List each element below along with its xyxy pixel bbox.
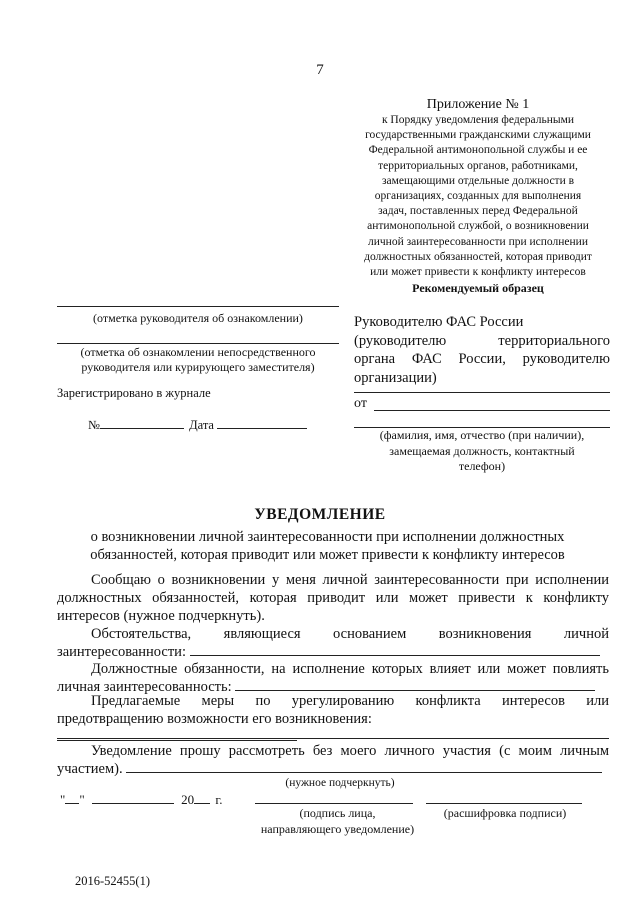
addressee-line: Руководителю ФАС России [354, 314, 524, 330]
document-code: 2016-52455(1) [75, 874, 150, 888]
appendix-line: к Порядку уведомления федеральными [381, 114, 575, 126]
paragraph-line: Сообщаю о возникновении у меня личной заинтересованности при исполнении [91, 572, 609, 588]
paragraph-line: участием). [57, 761, 123, 777]
notice-subtitle-line: о возникновении личной заинтересованности при исполнении должностных [90, 529, 565, 545]
appendix-line: организациях, созданных для выполнения [374, 190, 582, 203]
month-field[interactable] [92, 791, 174, 804]
year-field[interactable] [194, 791, 210, 804]
signature-date [60, 791, 223, 808]
decode-note: (расшифровка подписи) [443, 806, 567, 820]
decode-line[interactable] [426, 803, 582, 804]
addressee-blank-line[interactable] [354, 392, 610, 393]
appendix-line: Федеральной антимонопольной службы и ее [368, 144, 588, 157]
addressee-line: (руководителю территориального [354, 332, 610, 349]
year-suffix: г. [215, 792, 223, 807]
signature-note-line: направляющего уведомление) [260, 821, 415, 836]
appendix-line: государственными гражданскими служащими [365, 129, 591, 142]
addressee-block [354, 313, 610, 387]
direct-mark-note [57, 345, 339, 375]
paragraph-report [57, 571, 609, 625]
appendix-line: территориальных органов, работниками, [378, 159, 578, 172]
appendix-title: Приложение № 1 [426, 97, 530, 112]
fio-note-line: (фамилия, имя, отчество (при наличии), [379, 428, 585, 442]
circumstances-field[interactable] [190, 644, 600, 656]
from-label: от [354, 396, 367, 411]
appendix-line: замещающими отдельные должности в [381, 174, 575, 187]
appendix-line: или может привести к конфликту интересов [370, 266, 586, 279]
year-prefix: 20 [181, 792, 195, 807]
recommended-sample-label: Рекомендуемый образец [412, 281, 544, 296]
addressee-line: органа ФАС России, руководителю [354, 351, 610, 367]
underline-hint: (нужное подчеркнуть) [285, 777, 395, 789]
notice-subtitle-line: обязанностей, которая приводит или может привести к конфликту интересов [90, 547, 565, 563]
head-mark-line [57, 306, 339, 307]
signature-note [250, 806, 425, 837]
head-mark-note: (отметка руководителя об ознакомлении) [93, 311, 303, 325]
paragraph-line: Уведомление прошу рассмотреть без моего личного участия (с моим личным [91, 743, 609, 759]
measures-extra-line[interactable] [57, 738, 609, 739]
paragraph-line: предотвращению возможности его возникновения: [57, 711, 372, 727]
measures-field[interactable] [57, 729, 297, 741]
appendix-header [328, 96, 628, 297]
appendix-line: задач, поставленных перед Федеральной [378, 205, 578, 218]
date-field[interactable] [217, 416, 307, 429]
paragraph-duties [57, 660, 609, 696]
duties-field[interactable] [235, 679, 595, 691]
appendix-line: антимонопольной службой, о возникновении [367, 220, 589, 233]
direct-mark-note-line: руководителя или курирующего заместителя) [81, 360, 315, 374]
date-label: Дата [189, 418, 214, 432]
paragraph-line: Должностные обязанности, на исполнение которых влияет или может повлиять [91, 661, 609, 677]
paragraph-line: Обстоятельства, являющиеся основанием возникновения личной [91, 626, 609, 642]
appendix-line: личной заинтересованности при исполнении [368, 235, 588, 248]
paragraph-line: интересов (нужное подчеркнуть). [57, 608, 265, 624]
participation-field[interactable] [126, 761, 602, 773]
from-line[interactable] [374, 410, 610, 411]
number-field[interactable] [100, 416, 184, 429]
direct-mark-line [57, 343, 339, 344]
quote-close: " [79, 792, 85, 807]
number-label: № [88, 418, 100, 432]
appendix-text [328, 113, 628, 280]
notice-subtitle [40, 528, 615, 564]
paragraph-line: Предлагаемые меры по урегулированию конфликта интересов или [91, 693, 609, 709]
fio-note-line: замещаемая должность, контактный [389, 443, 575, 458]
paragraph-circumstances [57, 625, 609, 661]
addressee-line: организации) [354, 369, 437, 386]
number-date-row [88, 416, 307, 433]
paragraph-line: заинтересованности: [57, 644, 186, 660]
paragraph-line: должностных обязанностей, которая приводит или может привести к конфликту [57, 590, 609, 606]
from-row [354, 396, 367, 412]
signature-line[interactable] [255, 803, 413, 804]
fio-note [354, 428, 610, 475]
paragraph-line: личная заинтересованность: [57, 679, 232, 695]
direct-mark-note-line: (отметка об ознакомлении непосредственного [80, 345, 316, 359]
quote-open: " [60, 792, 66, 807]
page-number: 7 [316, 62, 324, 78]
fio-note-line: телефон) [458, 459, 506, 473]
notice-title: УВЕДОМЛЕНИЕ [254, 506, 386, 523]
registered-label: Зарегистрировано в журнале [57, 386, 211, 400]
day-field[interactable] [65, 791, 79, 804]
signature-note-line: (подпись лица, [299, 806, 376, 820]
paragraph-participation [57, 742, 609, 778]
appendix-line: должностных обязанностей, которая приводит [364, 250, 592, 263]
